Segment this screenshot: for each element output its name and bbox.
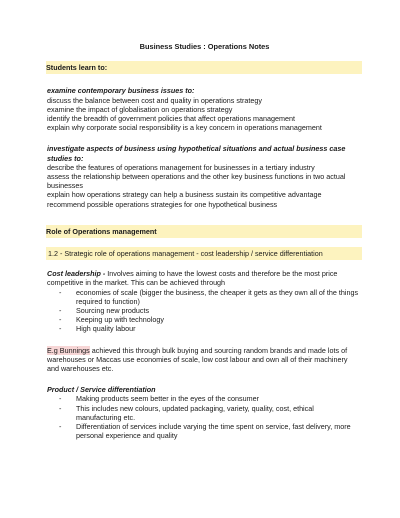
section-b-heading-line1: investigate aspects of business using hypothetical situations and actual business case [47,144,346,154]
example-highlight: E.g Bunnings [47,345,90,355]
example-text-line3: and warehouses etc. [47,364,114,374]
list-item-text: - economies of scale (bigger the business, the cheaper it gets as they own all of the things [76,287,359,297]
section-a-line: discuss the balance between cost and quality in operations strategy [47,95,262,105]
list-item-text: - Sourcing new products [76,306,150,316]
page-title: Business Studies : Operations Notes [139,42,270,51]
product-diff-list [47,394,362,440]
list-item [59,315,362,324]
role-heading: Role of Operations management [46,225,362,238]
list-item [59,422,362,440]
section-a-line: explain why corporate social responsibility is a key concern in operations management [47,123,322,133]
cost-leadership-desc: Involves aiming to have the lowest costs and therefore be the most price [105,269,338,279]
section-b-heading-line2: studies to: [47,153,84,163]
section-b-line: explain how operations strategy can help a business sustain its competitive advantage [47,190,322,200]
list-item [59,324,362,333]
example-block [47,346,362,374]
section-b-line: recommend possible operations strategies for one hypothetical business [47,199,278,209]
list-item-text: - Keeping up with technology [76,315,164,325]
cost-leadership-list [47,288,362,334]
list-item-text-cont: manufacturing etc. [76,412,136,422]
cost-leadership-desc-line2: competitive in the market. This can be achieved through [47,278,226,288]
section-contemporary-issues [47,86,362,132]
list-item [59,306,362,315]
section-b-line: businesses [47,181,83,191]
section-b-line: describe the features of operations management for businesses in a tertiary industry [47,162,315,172]
example-text-line2: warehouses or Maccas use economies of scale, low cost labour and own all of their machinery [47,354,348,364]
list-item-text-cont: required to function) [76,296,140,306]
list-item-text: - Differentiation of services include varying the time spent on service, fast delivery, more [76,422,351,432]
example-text: achieved this through bulk buying and sourcing random brands and made lots of [89,345,348,355]
list-item-text: - This includes new colours, updated packaging, variety, quality, cost, ethical [76,403,314,413]
subsection-band: 1.2 - Strategic role of operations management - cost leadership / service differentiation [46,247,362,260]
list-item [59,288,362,306]
list-item-text-cont: personal experience and quality [76,431,178,441]
section-a-line: identify the breadth of government policies that affect operations management [47,114,295,124]
product-diff-heading: Product / Service differentiation [47,385,156,395]
section-a-heading: examine contemporary business issues to: [47,86,195,96]
list-item-text: - Making products seem better in the eyes of the consumer [76,394,259,404]
product-differentiation-block [47,385,362,440]
section-investigate [47,144,362,208]
list-item-text: - High quality labour [76,324,136,334]
students-learn-heading: Students learn to: [46,61,362,74]
list-item [59,394,362,403]
cost-leadership-term: Cost leadership - [47,269,106,279]
section-a-line: examine the impact of globalisation on operations strategy [47,104,233,114]
section-b-line: assess the relationship between operations and the other key business functions in two actual [47,172,346,182]
cost-leadership-block [47,269,362,333]
list-item [59,404,362,422]
